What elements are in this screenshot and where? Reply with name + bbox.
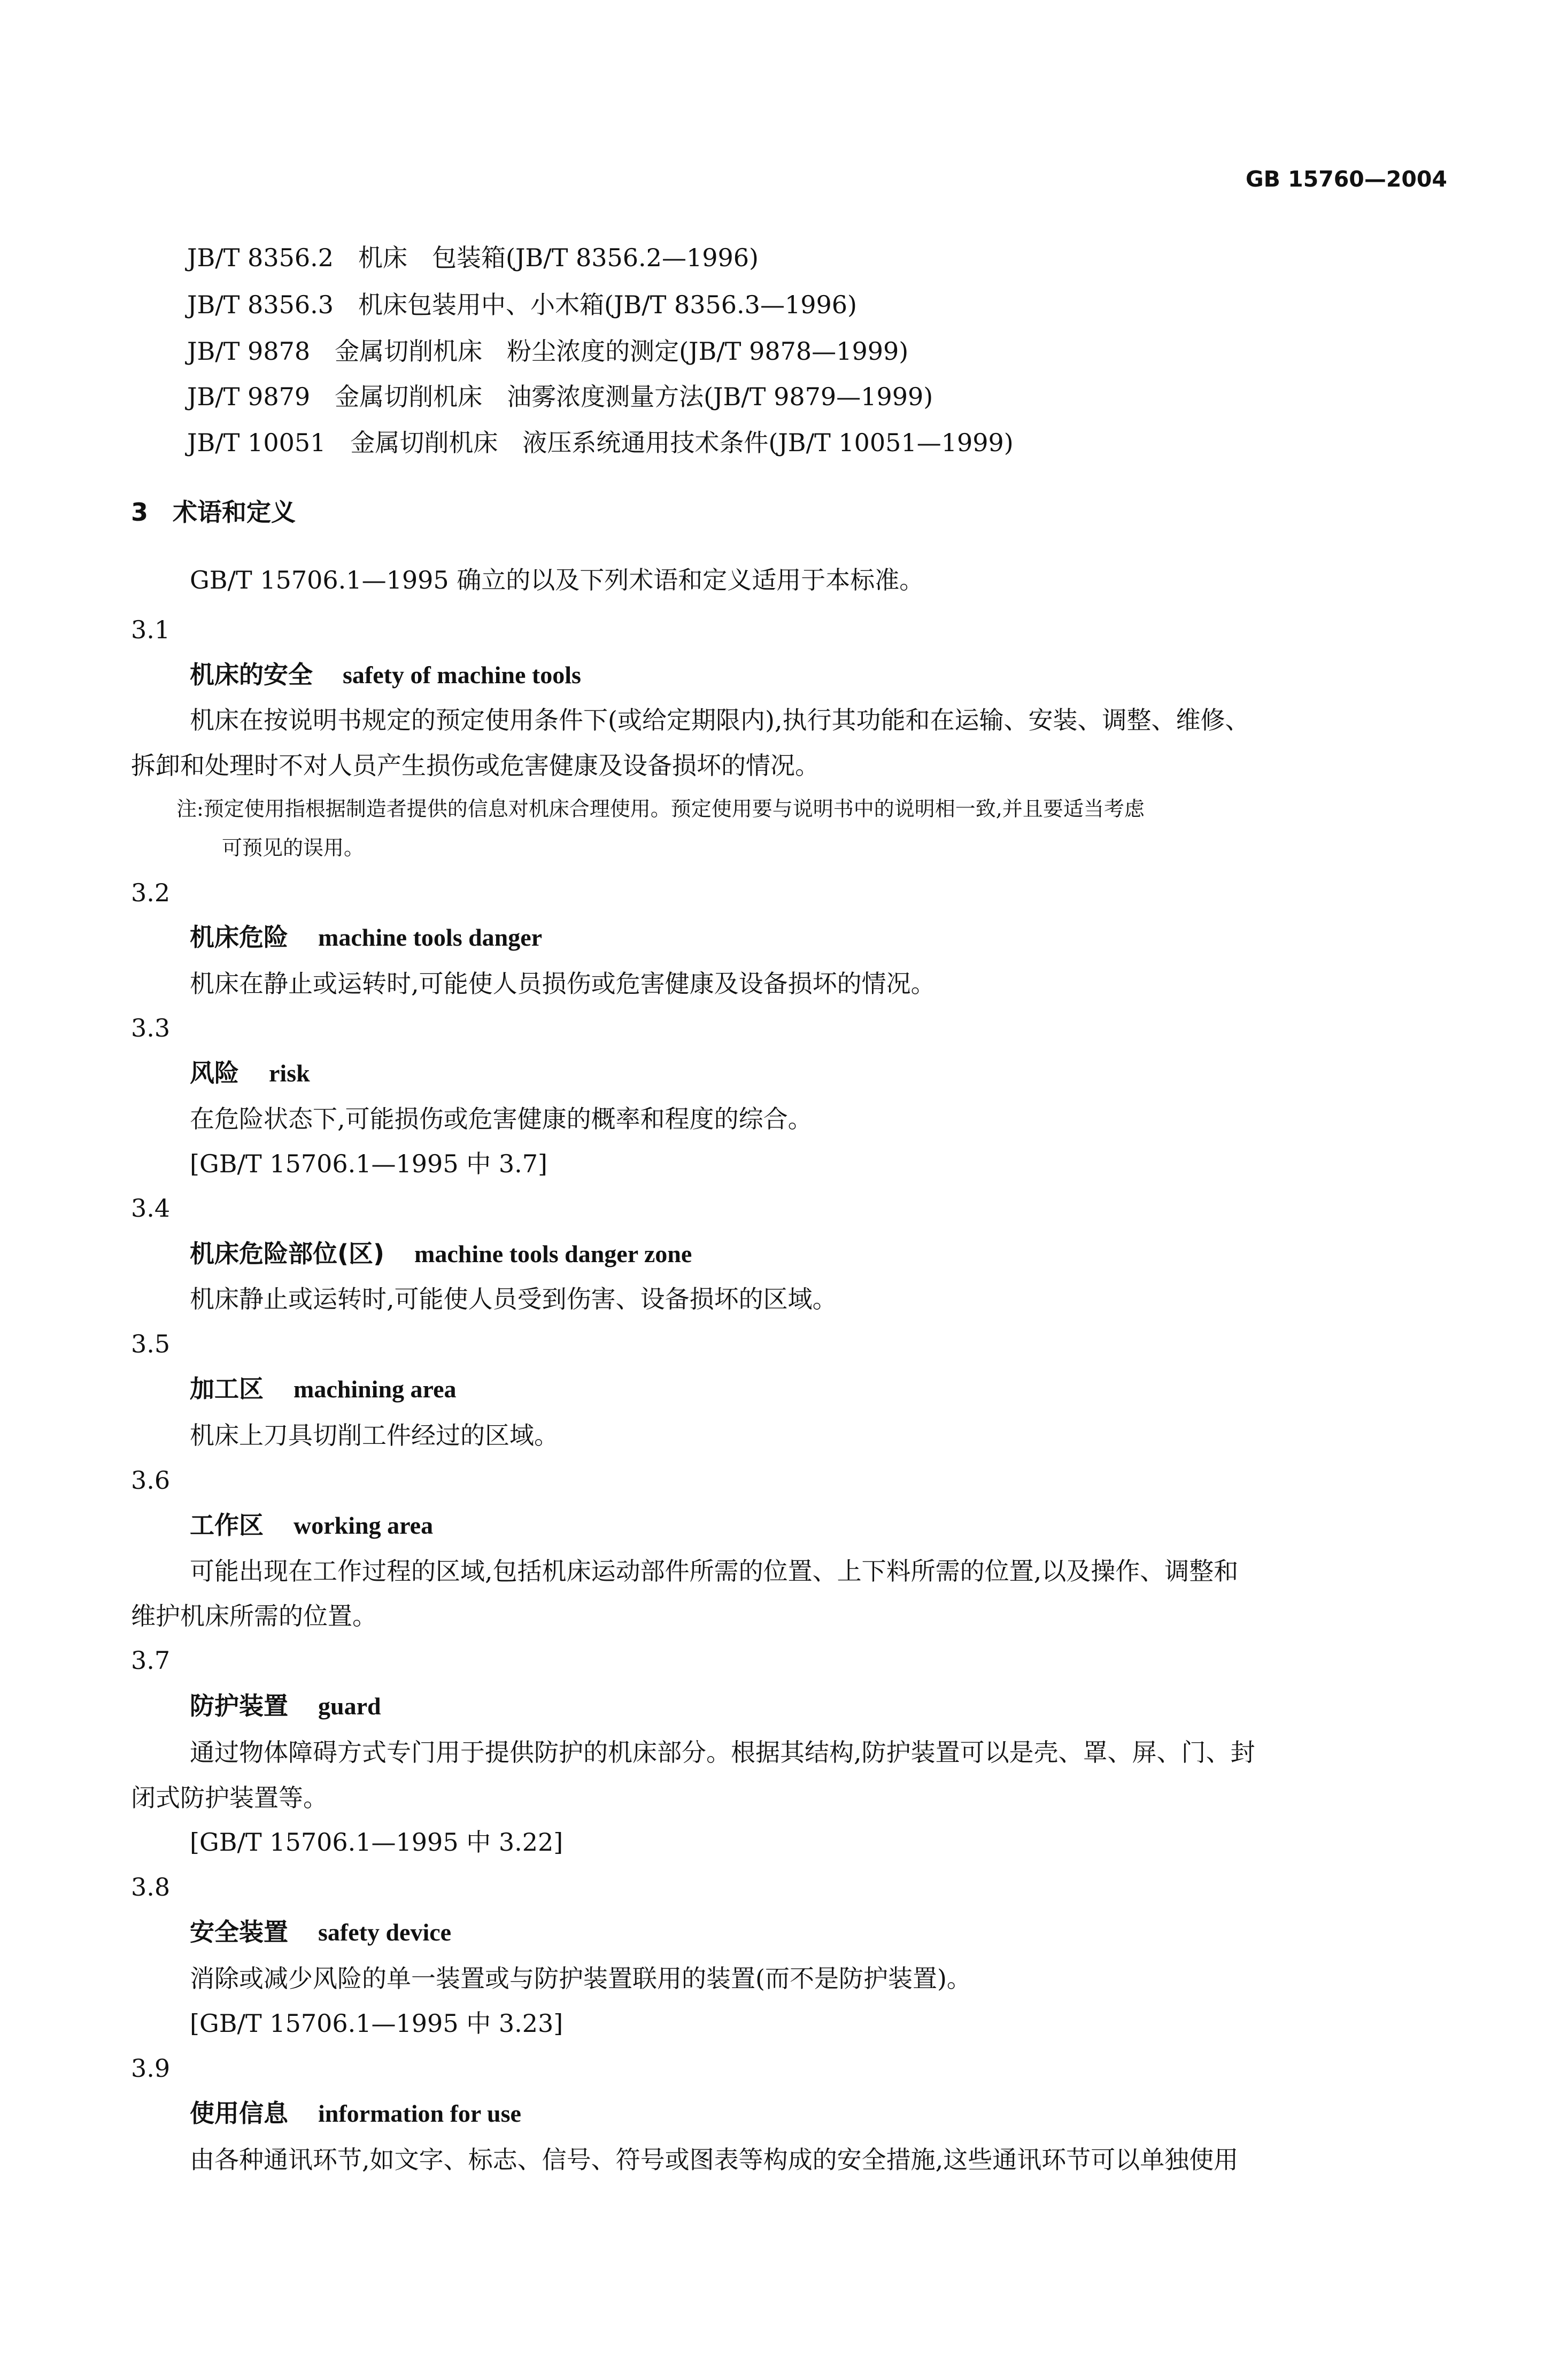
term-cn: 风险 xyxy=(190,1058,239,1087)
term-number: 3.4 xyxy=(131,1194,171,1223)
term-cn: 安全装置 xyxy=(190,1918,288,1946)
reference-line: JB/T 9878 金属切削机床 粉尘浓度的测定(JB/T 9878—1999) xyxy=(187,337,909,366)
doc-number: GB 15760—2004 xyxy=(1246,166,1447,192)
term-number: 3.9 xyxy=(131,2054,171,2083)
term-definition: 闭式防护装置等。 xyxy=(131,1783,328,1812)
reference-line: JB/T 9879 金属切削机床 油雾浓度测量方法(JB/T 9879—1999) xyxy=(187,382,933,411)
term-en: guard xyxy=(318,1692,381,1720)
term-definition: 机床在按说明书规定的预定使用条件下(或给定期限内),执行其功能和在运输、安装、调整、维修、 xyxy=(190,706,1250,735)
term-cn: 工作区 xyxy=(190,1511,264,1540)
term-en: information for use xyxy=(318,2100,521,2127)
term-definition: 消除或减少风险的单一装置或与防护装置联用的装置(而不是防护装置)。 xyxy=(190,1964,971,1993)
term-title xyxy=(190,1057,310,1089)
term-cn: 机床危险部位(区) xyxy=(190,1239,385,1268)
term-title xyxy=(190,1690,381,1722)
term-reference: [GB/T 15706.1—1995 中 3.22] xyxy=(190,1828,563,1857)
section-heading: 3 术语和定义 xyxy=(131,498,296,527)
term-en: working area xyxy=(293,1512,434,1539)
reference-line: JB/T 10051 金属切削机床 液压系统通用技术条件(JB/T 10051—1999) xyxy=(187,428,1014,457)
term-reference: [GB/T 15706.1—1995 中 3.7] xyxy=(190,1149,547,1178)
term-number: 3.8 xyxy=(131,1873,171,1901)
term-definition: 机床上刀具切削工件经过的区域。 xyxy=(190,1421,559,1450)
term-cn: 加工区 xyxy=(190,1374,264,1403)
term-title xyxy=(190,1373,457,1405)
term-reference: [GB/T 15706.1—1995 中 3.23] xyxy=(190,2009,563,2038)
term-number: 3.7 xyxy=(131,1646,171,1675)
term-title xyxy=(190,1916,451,1949)
term-number: 3.1 xyxy=(131,615,171,644)
term-number: 3.3 xyxy=(131,1014,171,1042)
term-note: 可预见的误用。 xyxy=(222,836,365,860)
term-cn: 机床的安全 xyxy=(190,660,313,689)
term-en: safety of machine tools xyxy=(343,661,581,689)
reference-line: JB/T 8356.2 机床 包装箱(JB/T 8356.2—1996) xyxy=(187,243,759,272)
term-en: safety device xyxy=(318,1919,452,1946)
term-definition: 机床静止或运转时,可能使人员受到伤害、设备损坏的区域。 xyxy=(190,1285,837,1313)
term-title xyxy=(190,659,581,691)
term-number: 3.6 xyxy=(131,1466,171,1495)
term-definition: 通过物体障碍方式专门用于提供防护的机床部分。根据其结构,防护装置可以是壳、罩、屏、门、封 xyxy=(190,1738,1255,1767)
term-cn: 使用信息 xyxy=(190,2099,288,2128)
term-title xyxy=(190,2097,521,2130)
term-en: machining area xyxy=(293,1375,457,1403)
term-title xyxy=(190,921,542,954)
reference-line: JB/T 8356.3 机床包装用中、小木箱(JB/T 8356.3—1996) xyxy=(187,290,857,319)
term-definition: 维护机床所需的位置。 xyxy=(131,1602,377,1630)
term-number: 3.5 xyxy=(131,1329,171,1358)
term-definition: 拆卸和处理时不对人员产生损伤或危害健康及设备损坏的情况。 xyxy=(131,751,820,780)
term-cn: 机床危险 xyxy=(190,923,288,952)
term-definition: 可能出现在工作过程的区域,包括机床运动部件所需的位置、上下料所需的位置,以及操作、调整和 xyxy=(190,1557,1239,1586)
term-note: 注:预定使用指根据制造者提供的信息对机床合理使用。预定使用要与说明书中的说明相一致,并且要适当考虑 xyxy=(176,797,1145,821)
term-definition: 机床在静止或运转时,可能使人员损伤或危害健康及设备损坏的情况。 xyxy=(190,969,936,998)
term-definition: 在危险状态下,可能损伤或危害健康的概率和程度的综合。 xyxy=(190,1104,813,1133)
term-definition: 由各种通讯环节,如文字、标志、信号、符号或图表等构成的安全措施,这些通讯环节可以单独使用 xyxy=(190,2145,1239,2174)
term-number: 3.2 xyxy=(131,878,171,907)
term-en: risk xyxy=(269,1060,310,1087)
term-cn: 防护装置 xyxy=(190,1691,288,1720)
term-title xyxy=(190,1509,433,1542)
section-intro: GB/T 15706.1—1995 确立的以及下列术语和定义适用于本标准。 xyxy=(190,566,924,594)
term-title xyxy=(190,1238,692,1270)
term-en: machine tools danger zone xyxy=(414,1240,692,1267)
term-en: machine tools danger xyxy=(318,924,543,951)
